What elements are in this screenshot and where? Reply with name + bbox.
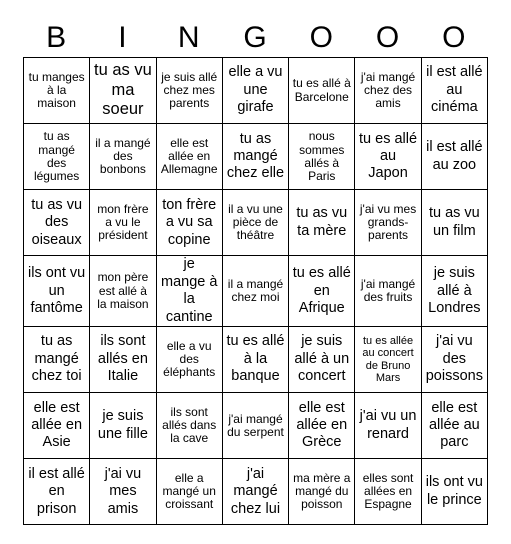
title-letter: I [118, 21, 127, 54]
bingo-cell[interactable]: elle est allée au parc [421, 393, 487, 459]
bingo-cell[interactable]: j'ai mangé chez des amis [355, 58, 421, 124]
bingo-cell[interactable]: j'ai mangé chez lui [222, 459, 288, 525]
bingo-cell[interactable]: j'ai vu des poissons [421, 326, 487, 392]
bingo-cell[interactable]: il est allé au zoo [421, 124, 487, 190]
bingo-cell[interactable]: j'ai mangé du serpent [222, 393, 288, 459]
bingo-cell[interactable]: elles sont allées en Espagne [355, 459, 421, 525]
board-row [24, 58, 488, 124]
bingo-cell[interactable]: ils ont vu le prince [421, 459, 487, 525]
bingo-cell[interactable]: elle est allée en Grèce [289, 393, 355, 459]
bingo-cell[interactable]: tu es allé au Japon [355, 124, 421, 190]
bingo-cell[interactable]: tu es allé à Barcelone [289, 58, 355, 124]
bingo-cell[interactable]: elle est allée en Allemagne [156, 124, 222, 190]
bingo-cell[interactable]: elle a vu une girafe [222, 58, 288, 124]
bingo-title [23, 20, 487, 56]
bingo-cell[interactable]: tu as vu des oiseaux [24, 190, 90, 256]
bingo-cell[interactable]: ils sont allés dans la cave [156, 393, 222, 459]
board-row [24, 459, 488, 525]
bingo-cell[interactable]: je suis allé à un concert [289, 326, 355, 392]
board-row [24, 393, 488, 459]
bingo-cell[interactable]: je suis allé à Londres [421, 256, 487, 327]
bingo-cell[interactable]: tu as mangé chez elle [222, 124, 288, 190]
bingo-cell[interactable]: tu as vu ta mère [289, 190, 355, 256]
title-letter: G [243, 21, 267, 54]
bingo-cell[interactable]: je mange à la cantine [156, 256, 222, 327]
bingo-cell[interactable]: tu es allée au concert de Bruno Mars [355, 326, 421, 392]
bingo-cell[interactable]: mon frère a vu le président [90, 190, 156, 256]
bingo-cell[interactable]: tu manges à la maison [24, 58, 90, 124]
title-letter: O [375, 21, 400, 54]
bingo-cell[interactable]: tu as mangé des légumes [24, 124, 90, 190]
bingo-cell[interactable]: mon père est allé à la maison [90, 256, 156, 327]
bingo-cell[interactable]: ma mère a mangé du poisson [289, 459, 355, 525]
bingo-cell[interactable]: tu as mangé chez toi [24, 326, 90, 392]
bingo-cell[interactable]: il a vu une pièce de théâtre [222, 190, 288, 256]
bingo-cell[interactable]: j'ai mangé des fruits [355, 256, 421, 327]
bingo-cell[interactable]: j'ai vu mes grands-parents [355, 190, 421, 256]
bingo-cell[interactable]: il a mangé chez moi [222, 256, 288, 327]
bingo-cell[interactable]: tu as vu ma soeur [90, 58, 156, 124]
bingo-cell[interactable]: elle a mangé un croissant [156, 459, 222, 525]
board-row [24, 124, 488, 190]
bingo-cell[interactable]: il a mangé des bonbons [90, 124, 156, 190]
bingo-cell[interactable]: ils sont allés en Italie [90, 326, 156, 392]
bingo-cell[interactable]: il est allé en prison [24, 459, 90, 525]
bingo-board [23, 57, 488, 525]
bingo-cell[interactable]: tu as vu un film [421, 190, 487, 256]
board-row [24, 190, 488, 256]
bingo-cell[interactable]: j'ai vu mes amis [90, 459, 156, 525]
bingo-cell[interactable]: je suis une fille [90, 393, 156, 459]
bingo-cell[interactable]: tu es allé en Afrique [289, 256, 355, 327]
board-row [24, 326, 488, 392]
board-row [24, 256, 488, 327]
bingo-cell[interactable]: tu es allé à la banque [222, 326, 288, 392]
bingo-cell[interactable]: j'ai vu un renard [355, 393, 421, 459]
bingo-cell[interactable]: il est allé au cinéma [421, 58, 487, 124]
title-letter: B [46, 21, 67, 54]
bingo-cell[interactable]: elle a vu des éléphants [156, 326, 222, 392]
bingo-cell[interactable]: ton frère a vu sa copine [156, 190, 222, 256]
title-letter: N [177, 21, 200, 54]
bingo-cell[interactable]: je suis allé chez mes parents [156, 58, 222, 124]
bingo-cell[interactable]: nous sommes allés à Paris [289, 124, 355, 190]
bingo-cell[interactable]: elle est allée en Asie [24, 393, 90, 459]
title-letter: O [442, 21, 466, 54]
title-letter: O [309, 21, 333, 54]
bingo-cell[interactable]: ils ont vu un fantôme [24, 256, 90, 327]
